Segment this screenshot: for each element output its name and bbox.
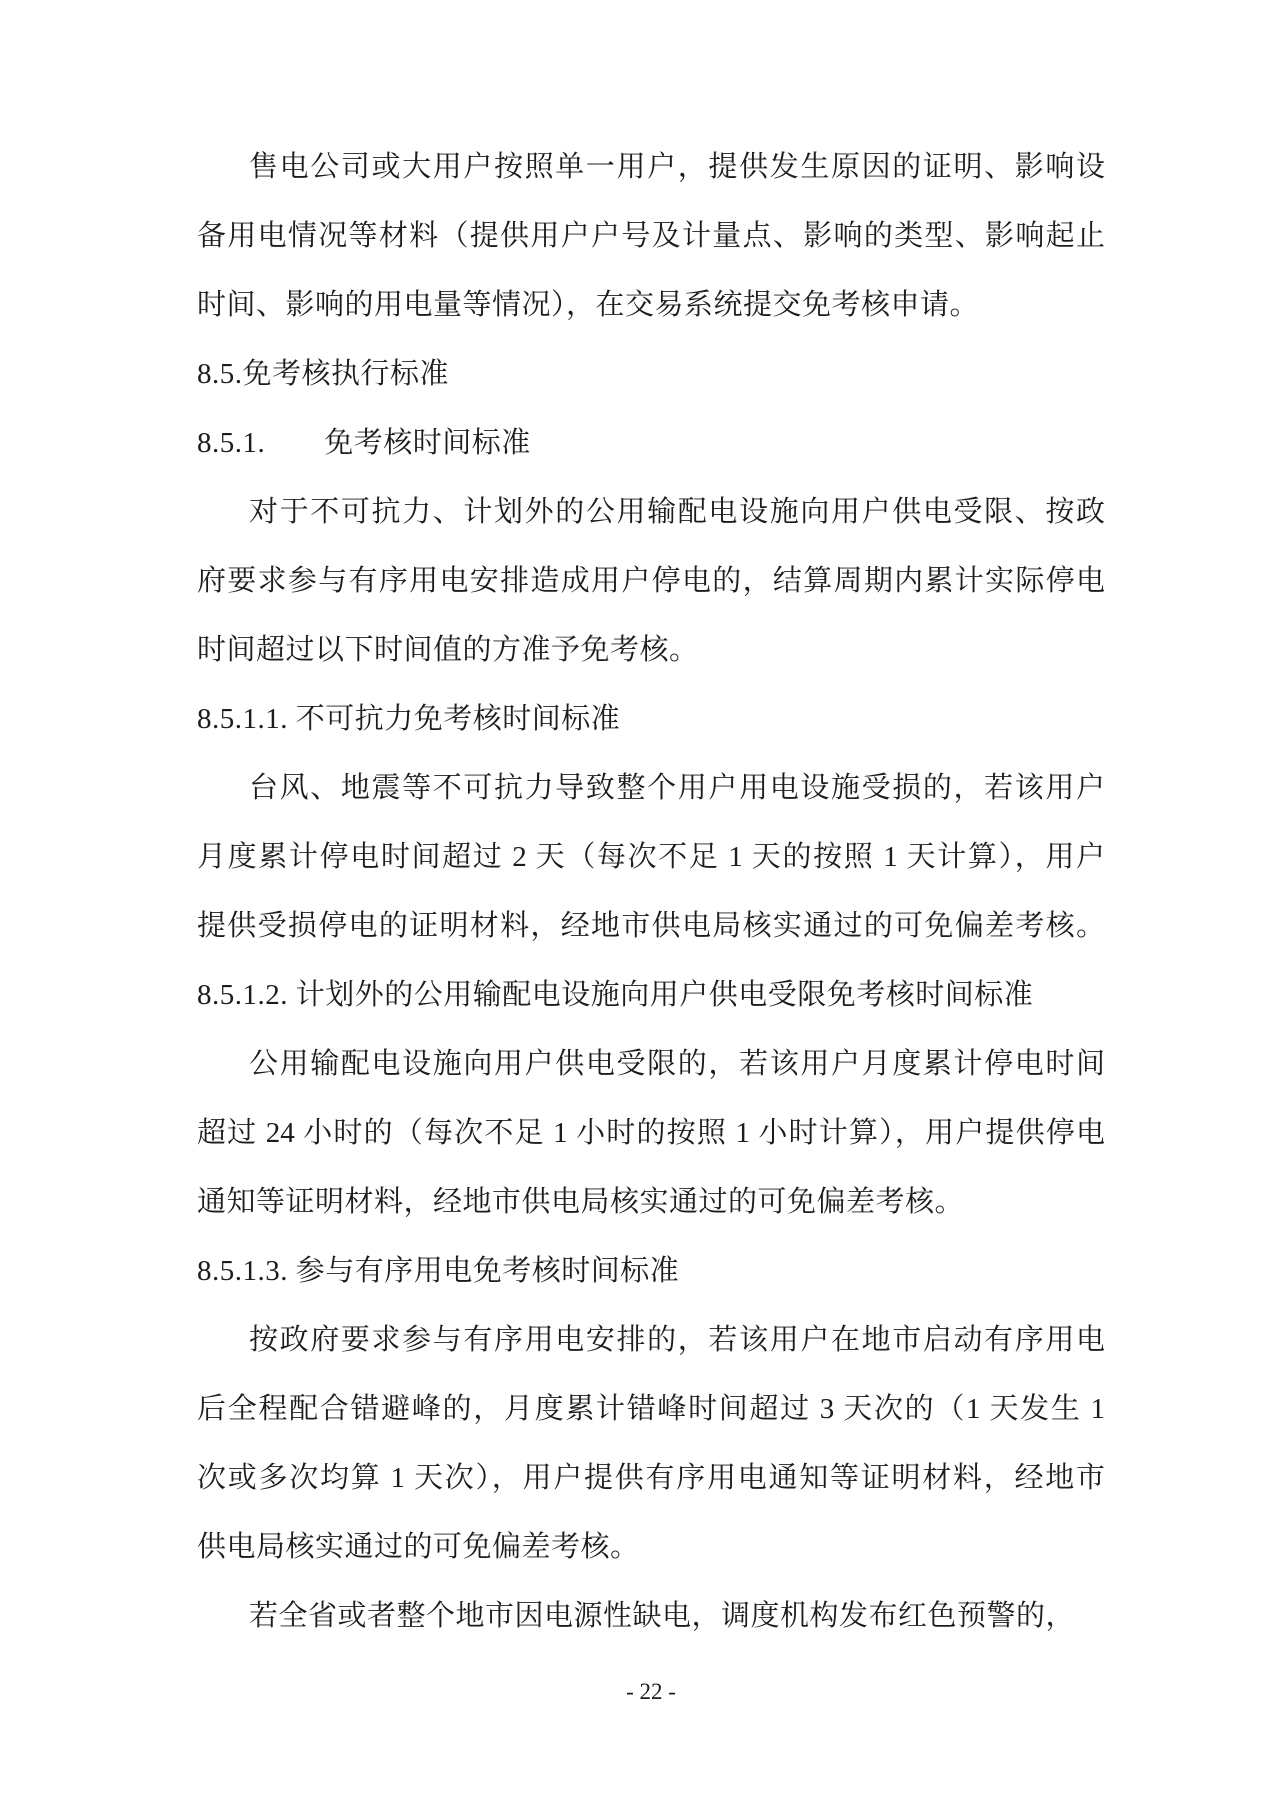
text-line: 超过 24 小时的（每次不足 1 小时的按照 1 小时计算），用户提供停电 bbox=[197, 1117, 1105, 1149]
text-line: 售电公司或大用户按照单一用户，提供发生原因的证明、影响设 bbox=[249, 151, 1105, 183]
text-line: 次或多次均算 1 天次），用户提供有序用电通知等证明材料，经地市 bbox=[197, 1462, 1105, 1494]
text-line: 公用输配电设施向用户供电受限的，若该用户月度累计停电时间 bbox=[249, 1048, 1105, 1080]
text-line: 对于不可抗力、计划外的公用输配电设施向用户供电受限、按政 bbox=[249, 496, 1105, 528]
text-line: 按政府要求参与有序用电安排的，若该用户在地市启动有序用电 bbox=[249, 1324, 1105, 1356]
text-line: 府要求参与有序用电安排造成用户停电的，结算周期内累计实际停电 bbox=[197, 565, 1105, 597]
text-line: 时间超过以下时间值的方准予免考核。 bbox=[197, 634, 699, 666]
page-number: - 22 - bbox=[626, 1679, 676, 1704]
text-line: 后全程配合错避峰的，月度累计错峰时间超过 3 天次的（1 天发生 1 bbox=[197, 1393, 1105, 1425]
text-line: 提供受损停电的证明材料，经地市供电局核实通过的可免偏差考核。 bbox=[197, 910, 1105, 942]
text-line: 时间、影响的用电量等情况），在交易系统提交免考核申请。 bbox=[197, 289, 980, 321]
text-line: 供电局核实通过的可免偏差考核。 bbox=[197, 1531, 640, 1563]
heading-line: 8.5.免考核执行标准 bbox=[197, 358, 450, 390]
text-line: 若全省或者整个地市因电源性缺电，调度机构发布红色预警的， bbox=[249, 1600, 1076, 1632]
heading-line: 8.5.1.3. 参与有序用电免考核时间标准 bbox=[197, 1255, 680, 1287]
document-body bbox=[197, 133, 1105, 1651]
heading-line: 8.5.1.2. 计划外的公用输配电设施向用户供电受限免考核时间标准 bbox=[197, 979, 1034, 1011]
heading-line: 8.5.1.1. 不可抗力免考核时间标准 bbox=[197, 703, 621, 735]
text-line: 月度累计停电时间超过 2 天（每次不足 1 天的按照 1 天计算），用户 bbox=[197, 841, 1105, 873]
text-line: 备用电情况等材料（提供用户户号及计量点、影响的类型、影响起止 bbox=[197, 220, 1105, 252]
text-line: 通知等证明材料，经地市供电局核实通过的可免偏差考核。 bbox=[197, 1186, 965, 1218]
text-line: 台风、地震等不可抗力导致整个用户用电设施受损的，若该用户 bbox=[249, 772, 1105, 804]
heading-line: 8.5.1. 免考核时间标准 bbox=[197, 427, 531, 459]
